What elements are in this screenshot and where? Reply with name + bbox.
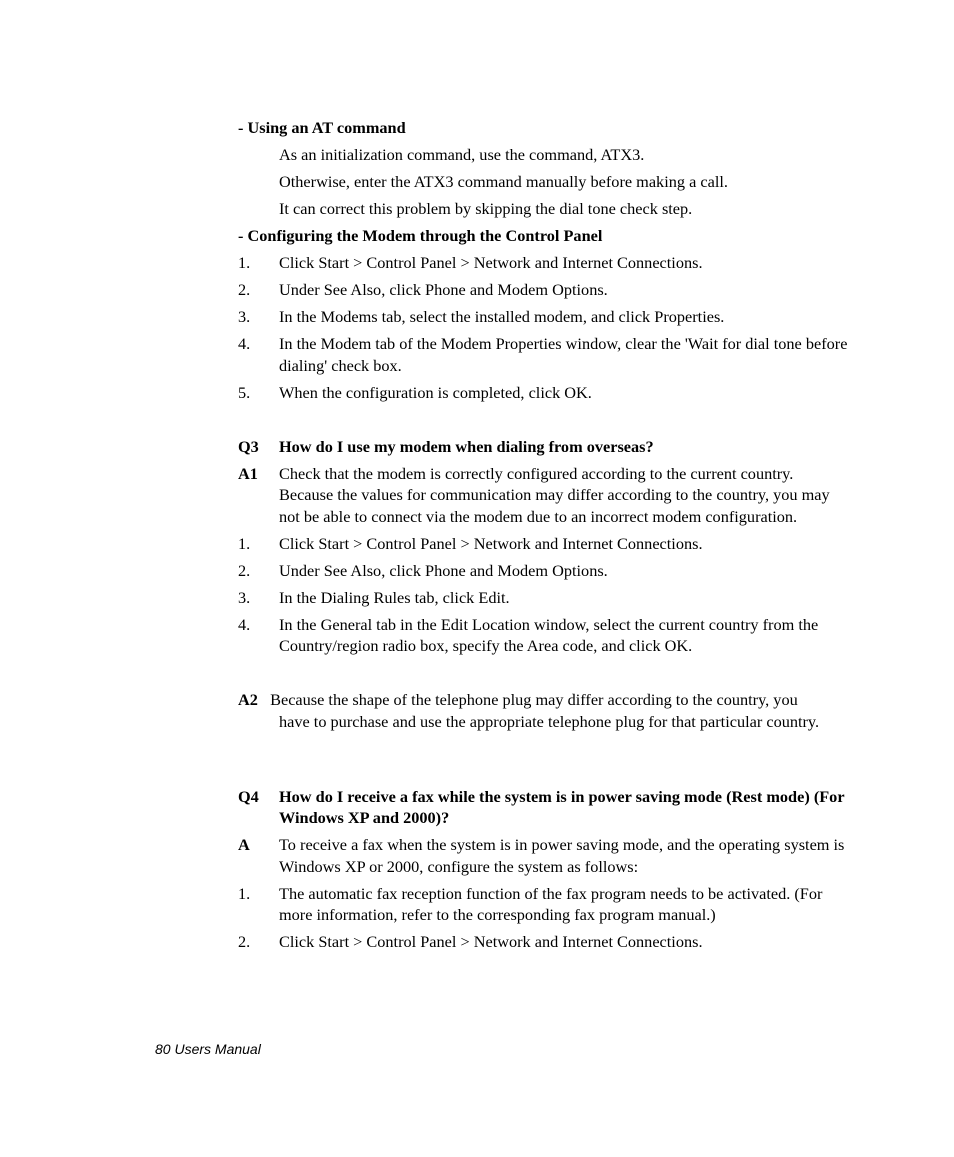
q3-answer-1 <box>238 463 850 528</box>
question-label: Q4 <box>238 786 259 806</box>
q3-answer-2 <box>238 689 850 732</box>
page-content <box>238 117 850 958</box>
step-text: In the Modem tab of the Modem Properties window, clear the 'Wait for dial tone before dialing' check box. <box>279 334 848 375</box>
step-number: 2. <box>238 560 251 580</box>
answer-text-rest: have to purchase and use the appropriate telephone plug for that particular country. <box>279 711 820 731</box>
step-text: Under See Also, click Phone and Modem Options. <box>279 560 608 580</box>
heading-control-panel: - Configuring the Modem through the Control Panel <box>238 226 603 245</box>
q4-answer <box>238 834 850 877</box>
q3-question <box>238 436 850 458</box>
q3-step <box>238 560 850 582</box>
step-text: In the General tab in the Edit Location window, select the current country from the Country/region radio box, specify the Area code, and click OK. <box>279 614 819 655</box>
spacer <box>238 409 850 436</box>
step-text: When the configuration is completed, click OK. <box>279 382 592 402</box>
question-text: How do I use my modem when dialing from overseas? <box>279 436 654 456</box>
step-number: 1. <box>238 253 251 272</box>
step-text: The automatic fax reception function of the fax program needs to be activated. (For more information, refer to the corresponding fax program manual.) <box>279 883 823 924</box>
step-number: 2. <box>238 932 251 951</box>
at-line-1: As an initialization command, use the command, ATX3. <box>279 145 645 164</box>
q3-step <box>238 614 850 657</box>
answer-text: Check that the modem is correctly configured according to the current country. Because the values for communication may differ according to the country, you may not be able to connect via the modem due to an incorrect modem configuration. <box>279 463 830 526</box>
at-line-3: It can correct this problem by skipping the dial tone check step. <box>279 199 693 218</box>
step-number: 4. <box>238 614 251 634</box>
answer-label: A1 <box>238 463 258 483</box>
step-number: 3. <box>238 307 251 326</box>
step-number: 2. <box>238 280 251 299</box>
cp-step <box>238 252 850 274</box>
cp-step <box>238 382 850 404</box>
cp-step <box>238 279 850 301</box>
step-text: In the Dialing Rules tab, click Edit. <box>279 587 510 607</box>
answer-label: A <box>238 835 250 854</box>
step-text: Under See Also, click Phone and Modem Options. <box>279 280 608 299</box>
step-number: 5. <box>238 382 251 402</box>
answer-text: To receive a fax when the system is in power saving mode, and the operating system is Windows XP or 2000, configure the system as follows: <box>279 835 845 876</box>
q4-question <box>238 786 850 829</box>
step-number: 1. <box>238 883 251 903</box>
step-text: In the Modems tab, select the installed modem, and click Properties. <box>279 307 725 326</box>
at-line-2: Otherwise, enter the ATX3 command manually before making a call. <box>279 172 728 191</box>
heading-at-command: - Using an AT command <box>238 118 406 137</box>
q3-step <box>238 587 850 609</box>
spacer <box>238 662 850 689</box>
page-footer: 80 Users Manual <box>155 1041 261 1057</box>
step-number: 4. <box>238 334 251 353</box>
step-number: 1. <box>238 533 251 553</box>
step-text: Click Start > Control Panel > Network and Internet Connections. <box>279 932 703 951</box>
answer-text-first: Because the shape of the telephone plug may differ according to the country, you <box>270 690 798 709</box>
q3-step <box>238 533 850 555</box>
cp-step <box>238 306 850 328</box>
question-label: Q3 <box>238 436 259 456</box>
q4-step <box>238 883 850 926</box>
spacer <box>238 738 850 786</box>
step-number: 3. <box>238 587 251 607</box>
step-text: Click Start > Control Panel > Network and Internet Connections. <box>279 533 703 553</box>
answer-2-first-line <box>238 689 850 711</box>
answer-label: A2 <box>238 690 258 709</box>
q4-step <box>238 931 850 953</box>
question-text: How do I receive a fax while the system is in power saving mode (Rest mode) (For Windows XP and 2000)? <box>279 786 845 827</box>
step-text: Click Start > Control Panel > Network and Internet Connections. <box>279 253 703 272</box>
cp-step <box>238 333 850 376</box>
